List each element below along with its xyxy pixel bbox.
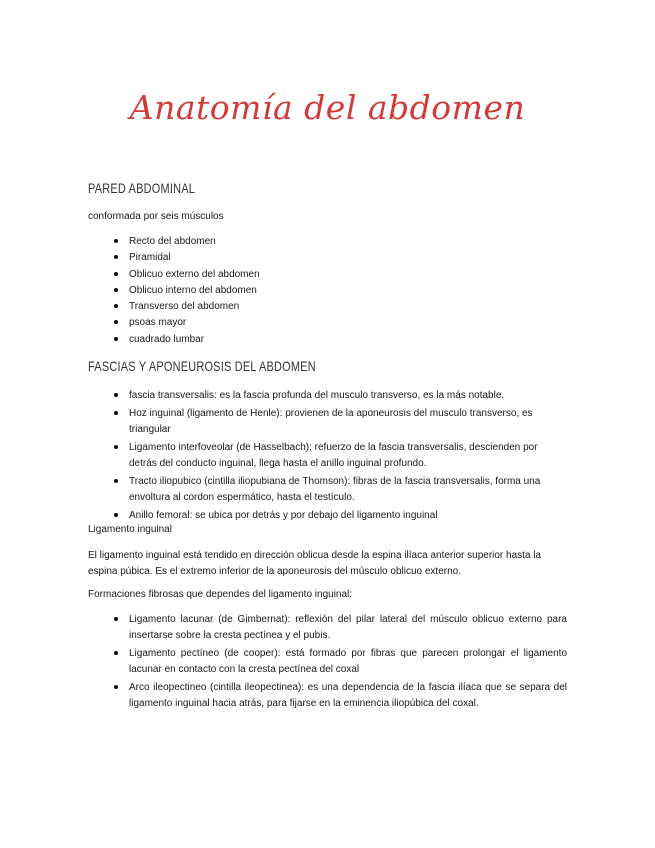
list-item: Oblicuo externo del abdomen xyxy=(112,267,260,283)
pared-intro-text: conformada por seis músculos xyxy=(88,211,224,222)
list-item: Ligamento interfoveolar (de Hasselbach): refuerzo de la fascia transversalis, descienden por detrás del conducto inguinal, llega hasta el anillo inguinal profundo. xyxy=(112,440,567,472)
fascias-list xyxy=(112,388,567,526)
ligamento-inguinal-heading: Ligamento inguinal xyxy=(88,524,172,535)
formaciones-intro-text: Formaciones fibrosas que dependes del ligamento inguinal: xyxy=(88,589,353,600)
list-item: fascia transversalis: es la fascia profunda del musculo transverso, es la más notable. xyxy=(112,388,567,404)
formaciones-list xyxy=(112,612,567,714)
list-item: psoas mayor xyxy=(112,315,260,331)
section-heading-pared-abdominal: PARED ABDOMINAL xyxy=(88,180,196,196)
ligamento-inguinal-paragraph: El ligamento inguinal está tendido en dirección oblicua desde la espina ilíaca anterior superior hasta la espina púbica. Es el extremo inferior de la aponeurosis del músculo oblicuo externo. xyxy=(88,550,542,577)
list-item: Anillo femoral: se ubica por detrás y por debajo del ligamento inguinal xyxy=(112,508,567,524)
list-item: Ligamento pectíneo (de cooper): está formado por fibras que parecen prolongar el ligamento lacunar en contacto con la cresta pectínea del coxal xyxy=(112,646,567,678)
list-item: Tracto iliopubico (cintilla iliopubiana de Thomson): fibras de la fascia transversalis, forma una envoltura al cordon espermático, hasta el testículo. xyxy=(112,474,567,506)
section-heading-fascias: FASCIAS Y APONEUROSIS DEL ABDOMEN xyxy=(88,358,316,374)
list-item: Recto del abdomen xyxy=(112,234,260,250)
list-item: Hoz inguinal (ligamento de Henle): provienen de la aponeurosis del musculo transverso, es triangular xyxy=(112,406,567,438)
list-item: Piramidal xyxy=(112,250,260,266)
list-item: Oblicuo interno del abdomen xyxy=(112,283,260,299)
page-title: Anatomía del abdomen xyxy=(129,88,526,127)
list-item: Transverso del abdomen xyxy=(112,299,260,315)
muscle-list xyxy=(112,234,260,348)
list-item: Arco ileopectineo (cintilla ileopectinea): es una dependencia de la fascia ilíaca que se separa del ligamento inguinal hacia atrás, para fijarse en la eminencia iliopúbica del coxal. xyxy=(112,680,567,712)
list-item: cuadrado lumbar xyxy=(112,332,260,348)
list-item: Ligamento lacunar (de Gimbernat): reflexión del pilar lateral del músculo oblicuo externo para insertarse sobre la cresta pectínea y el pubis. xyxy=(112,612,567,644)
